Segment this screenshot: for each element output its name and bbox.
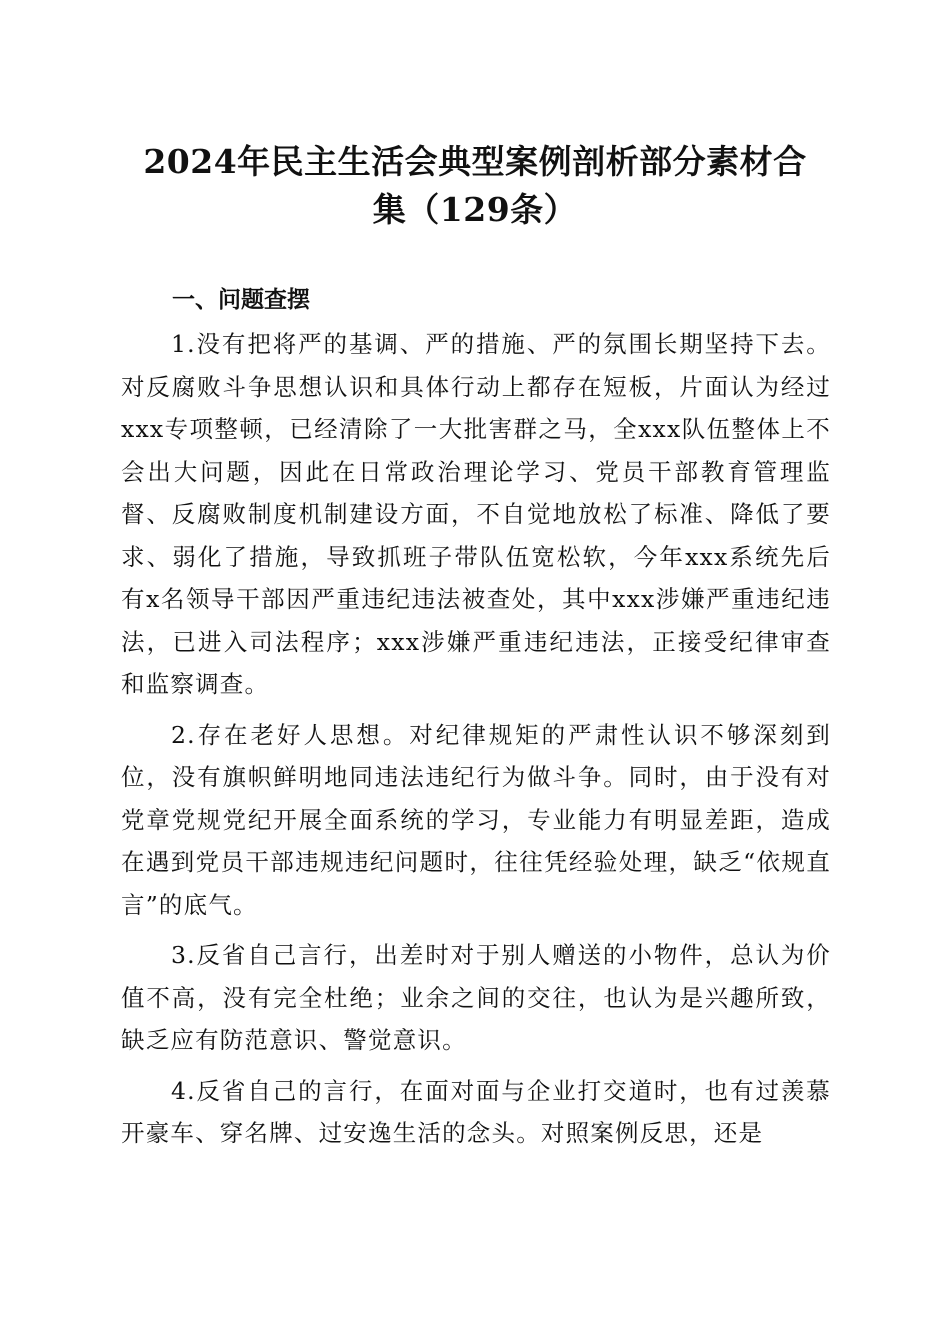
document-title [110,138,840,234]
title-line-1: 2024年民主生活会典型案例剖析部分素材合 [143,142,807,181]
paragraph-2: 2.存在老好人思想。对纪律规矩的严肃性认识不够深刻到位，没有旗帜鲜明地同违法违纪行为做斗争。同时，由于没有对党章党规党纪开展全面系统的学习，专业能力有明显差距，造成在遇到党员干部违规违纪问题时，往往凭经验处理，缺乏“依规直言”的底气。 [121,720,831,919]
section-heading: 一、问题查摆 [172,287,310,313]
title-line-2: 集（129条） [372,190,578,229]
paragraph-3: 3.反省自己言行，出差时对于别人赠送的小物件，总认为价值不高，没有完全杜绝；业余之间的交往，也认为是兴趣所致，缺乏应有防范意识、警觉意识。 [121,941,831,1054]
document-body [121,323,831,1163]
paragraph-1: 1.没有把将严的基调、严的措施、严的氛围长期坚持下去。对反腐败斗争思想认识和具体行动上都存在短板，片面认为经过xxx专项整顿，已经清除了一大批害群之马，全xxx队伍整体上不会出大问题，因此在日常政治理论学习、党员干部教育管理监督、反腐败制度机制建设方面，不自觉地放松了标准、降低了要求、弱化了措施，导致抓班子带队伍宽松软，今年xxx系统先后有x名领导干部因严重违纪违法被查处，其中xxx涉嫌严重违纪违法，已进入司法程序；xxx涉嫌严重违纪违法，正接受纪律审查和监察调查。 [121,330,831,698]
paragraph-4: 4.反省自己的言行，在面对面与企业打交道时，也有过羡慕开豪车、穿名牌、过安逸生活的念头。对照案例反思，还是 [121,1076,831,1147]
